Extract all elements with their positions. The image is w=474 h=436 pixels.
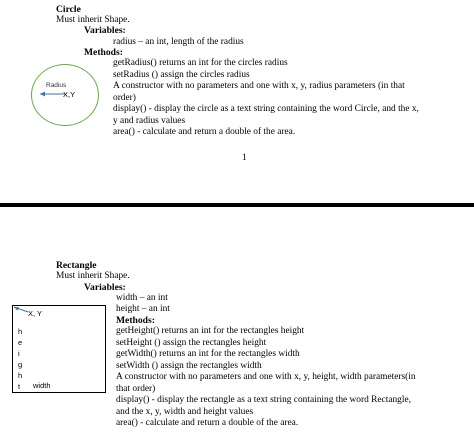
- rectangle-diagram: [12, 305, 106, 393]
- rectangle-variable-width: width – an int: [116, 293, 168, 303]
- rectangle-method-line: area() - calculate and return a double of the area.: [116, 418, 299, 428]
- page-number: 1: [242, 153, 247, 163]
- height-letter: t: [18, 382, 21, 391]
- circle-method-line: setRadius () assign the circles radius: [113, 69, 250, 80]
- rectangle-method-line: getHeight() returns an int for the rectangles height: [116, 326, 305, 336]
- circle-inherits: Must inherit Shape.: [56, 15, 130, 25]
- circle-method-line: y and radius values: [113, 115, 186, 126]
- rectangle-title: Rectangle: [56, 260, 97, 271]
- rectangle-point-label: X, Y: [28, 309, 43, 318]
- height-letter: h: [18, 371, 23, 380]
- rectangle-method-line: and the x, y, width and height values: [116, 406, 254, 417]
- height-letter: e: [18, 338, 23, 347]
- rectangle-methods-heading: Methods:: [116, 315, 155, 326]
- circle-methods-list: [113, 58, 419, 139]
- height-letter: h: [18, 327, 23, 336]
- rectangle-method-line: setHeight () assign the rectangles height: [116, 337, 267, 348]
- rectangle-method-line: setWidth () assign the rectangles width: [116, 360, 262, 371]
- rectangle-method-line: A constructor with no parameters and one with x, y, height, width parameters(in: [116, 372, 416, 382]
- width-label: width: [33, 381, 51, 390]
- rectangle-variable-height: height – an int: [116, 304, 170, 314]
- height-letter: i: [18, 349, 20, 358]
- circle-method-line: display() - display the circle as a text string containing the word Circle, and the x,: [113, 104, 419, 114]
- height-letter: g: [18, 360, 23, 369]
- circle-methods-heading: Methods:: [84, 47, 123, 58]
- page-divider: [0, 203, 474, 207]
- circle-variables-heading: Variables:: [84, 25, 126, 36]
- rectangle-methods-list: [116, 326, 416, 430]
- circle-method-line: area() - calculate and return a double of the area.: [113, 127, 296, 137]
- circle-method-line: getRadius() returns an int for the circles radius: [113, 58, 288, 68]
- rectangle-inherits: Must inherit Shape.: [56, 271, 130, 281]
- rectangle-variables-heading: Variables:: [84, 282, 126, 293]
- rectangle-method-line: getWidth() returns an int for the rectangles width: [116, 349, 300, 359]
- radius-label: Radius: [46, 82, 67, 89]
- rectangle-method-line: display() - display the rectangle as a text string containing the word Rectangle,: [116, 395, 411, 405]
- circle-title: Circle: [56, 4, 81, 15]
- circle-point-label: X,Y: [63, 90, 76, 99]
- height-vertical-label: [18, 326, 22, 392]
- circle-method-line: A constructor with no parameters and one with x, y, radius parameters (in that: [113, 81, 405, 91]
- circle-method-line: order): [113, 92, 136, 103]
- rectangle-method-line: that order): [116, 383, 156, 394]
- circle-variable-radius: radius – an int, length of the radius: [113, 37, 244, 47]
